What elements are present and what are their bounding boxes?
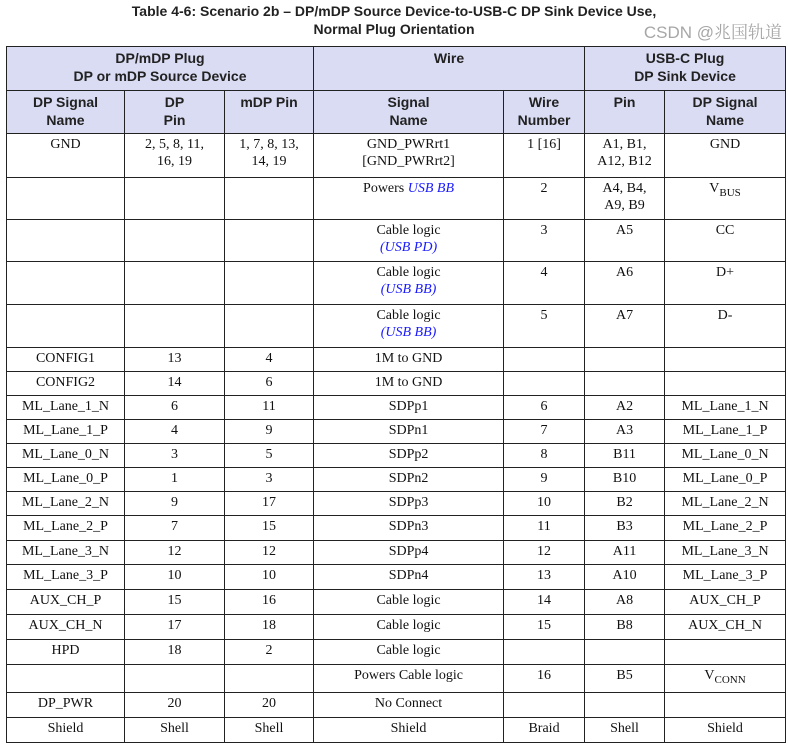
table-cell (225, 262, 314, 305)
table-cell (125, 262, 225, 305)
table-cell (585, 372, 665, 396)
table-cell: ML_Lane_3_P (7, 565, 125, 590)
table-cell: 8 (504, 444, 585, 468)
table-cell: AUX_CH_N (665, 615, 786, 640)
table-cell: 13 (504, 565, 585, 590)
table-cell (585, 640, 665, 665)
table-cell: 20 (125, 693, 225, 718)
table-cell (225, 220, 314, 262)
table-cell: 4 (125, 420, 225, 444)
column-header: Pin (585, 91, 665, 134)
table-row (7, 420, 786, 444)
table-cell: 2 (225, 640, 314, 665)
table-cell: 6 (125, 396, 225, 420)
table-cell: Cable logic (USB BB) (314, 262, 504, 305)
group-header-source (7, 47, 314, 91)
table-cell: HPD (7, 640, 125, 665)
table-cell: A1, B1, A12, B12 (585, 134, 665, 178)
table-cell: 1M to GND (314, 372, 504, 396)
table-cell: GND (7, 134, 125, 178)
table-row (7, 492, 786, 516)
table-cell: 11 (225, 396, 314, 420)
table-cell (585, 693, 665, 718)
table-cell: 6 (225, 372, 314, 396)
caption-line-2: Normal Plug Orientation (313, 21, 475, 37)
table-cell: ML_Lane_2_N (665, 492, 786, 516)
group-subtitle: DP or mDP Source Device (73, 68, 247, 84)
table-cell: B10 (585, 468, 665, 492)
spec-link[interactable]: (USB BB) (380, 325, 437, 340)
table-cell: 17 (225, 492, 314, 516)
table-cell: 7 (504, 420, 585, 444)
table-cell (504, 348, 585, 372)
table-cell: 18 (125, 640, 225, 665)
table-row (7, 348, 786, 372)
table-cell: A3 (585, 420, 665, 444)
table-row (7, 640, 786, 665)
table-cell: GND_PWRrt1 [GND_PWRrt2] (314, 134, 504, 178)
table-cell: A6 (585, 262, 665, 305)
table-cell: SDPn4 (314, 565, 504, 590)
column-header-row (7, 91, 786, 134)
table-cell: 15 (125, 590, 225, 615)
table-row (7, 565, 786, 590)
group-header-wire (314, 47, 585, 91)
table-cell: SDPp1 (314, 396, 504, 420)
table-cell (125, 178, 225, 220)
table-cell: 10 (225, 565, 314, 590)
table-cell: 18 (225, 615, 314, 640)
table-cell: ML_Lane_0_N (7, 444, 125, 468)
table-cell (665, 348, 786, 372)
column-header: DP Signal Name (7, 91, 125, 134)
table-cell: 5 (504, 305, 585, 348)
table-cell: SDPn2 (314, 468, 504, 492)
table-cell: AUX_CH_P (665, 590, 786, 615)
table-row (7, 444, 786, 468)
table-cell: 1 (125, 468, 225, 492)
table-cell: SDPn1 (314, 420, 504, 444)
table-row (7, 396, 786, 420)
table-cell: ML_Lane_1_N (7, 396, 125, 420)
table-cell (504, 640, 585, 665)
table-cell: D+ (665, 262, 786, 305)
table-row (7, 262, 786, 305)
table-cell: GND (665, 134, 786, 178)
table-cell: 6 (504, 396, 585, 420)
usb-bb-link[interactable]: USB BB (407, 181, 455, 196)
table-cell: No Connect (314, 693, 504, 718)
table-cell: A4, B4, A9, B9 (585, 178, 665, 220)
table-row (7, 134, 786, 178)
table-cell: 16 (225, 590, 314, 615)
table-cell: CONFIG2 (7, 372, 125, 396)
table-cell (125, 220, 225, 262)
table-cell (7, 178, 125, 220)
table-cell: Braid (504, 718, 585, 743)
table-cell (504, 693, 585, 718)
table-cell: ML_Lane_1_P (665, 420, 786, 444)
table-cell: SDPp3 (314, 492, 504, 516)
table-cell: Shell (125, 718, 225, 743)
pin-mapping-table (6, 46, 786, 743)
group-title: Wire (433, 50, 465, 66)
table-cell: Cable logic (USB PD) (314, 220, 504, 262)
table-cell: 14 (125, 372, 225, 396)
table-cell: B2 (585, 492, 665, 516)
table-cell: Shield (665, 718, 786, 743)
table-cell: 11 (504, 516, 585, 541)
table-cell: AUX_CH_N (7, 615, 125, 640)
table-cell: 12 (125, 541, 225, 565)
table-row (7, 541, 786, 565)
table-cell: Shield (7, 718, 125, 743)
table-cell: $V_{CONN}$ (665, 665, 786, 693)
table-cell: Shield (314, 718, 504, 743)
table-cell: A2 (585, 396, 665, 420)
table-cell: Cable logic (314, 640, 504, 665)
table-cell (665, 372, 786, 396)
table-cell: CC (665, 220, 786, 262)
table-cell: ML_Lane_2_P (665, 516, 786, 541)
table-cell: 13 (125, 348, 225, 372)
group-title: DP/mDP Plug (115, 50, 205, 66)
table-cell (7, 305, 125, 348)
table-cell: AUX_CH_P (7, 590, 125, 615)
table-cell (225, 665, 314, 693)
group-subtitle: DP Sink Device (634, 68, 736, 84)
table-cell: 4 (504, 262, 585, 305)
table-cell: ML_Lane_0_N (665, 444, 786, 468)
table-cell: A11 (585, 541, 665, 565)
table-row (7, 305, 786, 348)
table-cell: 1, 7, 8, 13, 14, 19 (225, 134, 314, 178)
table-cell: 1M to GND (314, 348, 504, 372)
table-cell: ML_Lane_1_P (7, 420, 125, 444)
table-row (7, 718, 786, 743)
table-cell: Shell (585, 718, 665, 743)
table-row (7, 693, 786, 718)
table-row (7, 178, 786, 220)
table-cell (225, 178, 314, 220)
table-cell: 7 (125, 516, 225, 541)
group-header-row (7, 47, 786, 91)
table-cell (7, 665, 125, 693)
table-cell: 10 (125, 565, 225, 590)
table-cell: 3 (225, 468, 314, 492)
table-cell: 2 (504, 178, 585, 220)
table-cell: 15 (225, 516, 314, 541)
column-header: Wire Number (504, 91, 585, 134)
table-row (7, 590, 786, 615)
table-row (7, 372, 786, 396)
table-cell: D- (665, 305, 786, 348)
table-cell: 9 (504, 468, 585, 492)
table-cell: B5 (585, 665, 665, 693)
spec-link[interactable]: (USB BB) (380, 282, 437, 297)
column-header: DP Pin (125, 91, 225, 134)
table-row (7, 220, 786, 262)
table-cell: Cable logic (314, 615, 504, 640)
table-cell: ML_Lane_0_P (665, 468, 786, 492)
table-cell: 16 (504, 665, 585, 693)
table-cell: 10 (504, 492, 585, 516)
table-cell (125, 305, 225, 348)
table-cell: 1 [16] (504, 134, 585, 178)
table-cell: B8 (585, 615, 665, 640)
group-header-sink (585, 47, 786, 91)
table-cell: ML_Lane_3_N (7, 541, 125, 565)
spec-link[interactable]: (USB PD) (379, 240, 438, 255)
table-cell: ML_Lane_3_P (665, 565, 786, 590)
table-cell (665, 693, 786, 718)
table-cell: SDPp4 (314, 541, 504, 565)
group-title: USB-C Plug (645, 50, 725, 66)
table-cell (125, 665, 225, 693)
table-cell: A8 (585, 590, 665, 615)
table-cell: Powers USB BB (314, 178, 504, 220)
table-cell: DP_PWR (7, 693, 125, 718)
watermark: CSDN @兆国轨道 (643, 23, 782, 42)
table-cell: ML_Lane_1_N (665, 396, 786, 420)
table-cell: 9 (125, 492, 225, 516)
table-row (7, 468, 786, 492)
column-header: mDP Pin (225, 91, 314, 134)
table-cell: 3 (125, 444, 225, 468)
table-cell: ML_Lane_2_P (7, 516, 125, 541)
table-cell: 4 (225, 348, 314, 372)
table-cell (665, 640, 786, 665)
table-cell: Cable logic (314, 590, 504, 615)
table-cell: 2, 5, 8, 11, 16, 19 (125, 134, 225, 178)
column-header: DP Signal Name (665, 91, 786, 134)
table-cell: A7 (585, 305, 665, 348)
table-cell: 15 (504, 615, 585, 640)
table-cell (585, 348, 665, 372)
table-cell (504, 372, 585, 396)
table-cell: B11 (585, 444, 665, 468)
table-cell: $V_{BUS}$ (665, 178, 786, 220)
table-cell: A5 (585, 220, 665, 262)
table-cell: Powers Cable logic (314, 665, 504, 693)
table-cell: 3 (504, 220, 585, 262)
table-cell: SDPn3 (314, 516, 504, 541)
table-cell: 5 (225, 444, 314, 468)
table-cell: 20 (225, 693, 314, 718)
table-cell: B3 (585, 516, 665, 541)
column-header: Signal Name (314, 91, 504, 134)
table-cell: Shell (225, 718, 314, 743)
table-cell: ML_Lane_2_N (7, 492, 125, 516)
table-cell: 12 (504, 541, 585, 565)
table-cell: 9 (225, 420, 314, 444)
table-row (7, 615, 786, 640)
table-cell: Cable logic (USB BB) (314, 305, 504, 348)
table-cell: A10 (585, 565, 665, 590)
table-cell: CONFIG1 (7, 348, 125, 372)
table-cell (225, 305, 314, 348)
table-cell: 14 (504, 590, 585, 615)
table-cell (7, 262, 125, 305)
table-cell: ML_Lane_3_N (665, 541, 786, 565)
table-cell: 17 (125, 615, 225, 640)
table-row (7, 665, 786, 693)
caption-line-1: Table 4-6: Scenario 2b – DP/mDP Source Device-to-USB-C DP Sink Device Use, (131, 3, 657, 19)
table-cell: ML_Lane_0_P (7, 468, 125, 492)
table-cell: 12 (225, 541, 314, 565)
table-cell (7, 220, 125, 262)
table-cell: SDPp2 (314, 444, 504, 468)
table-row (7, 516, 786, 541)
